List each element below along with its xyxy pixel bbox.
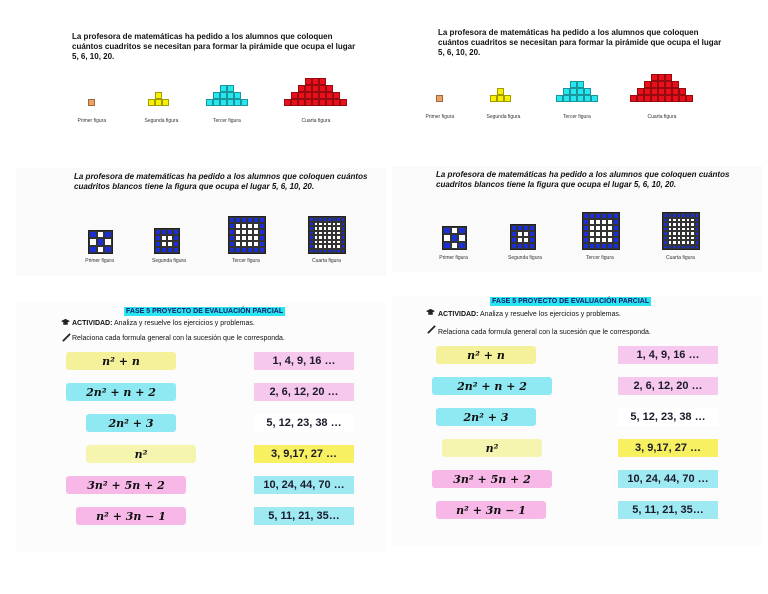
pyramid-question: La profesora de matemáticas ha pedido a los alumnos que coloquen cuántos cuadritos se necesitan para formar la pirámide que ocupa el lugar 5, 6, 10, 20.	[438, 28, 722, 57]
pyramid-cell	[284, 99, 291, 106]
actividad-label: ACTIVIDAD:	[438, 311, 479, 318]
square-figure-4	[662, 212, 700, 250]
pyramid-cell	[686, 95, 693, 102]
square-label-2: Segunda figura	[152, 258, 186, 264]
sequence-2: 2, 6, 12, 20 …	[618, 377, 718, 395]
square-label-2: Segunda figura	[508, 255, 542, 261]
pyramid-cell	[162, 99, 169, 106]
square-cell	[451, 234, 459, 242]
actividad-line	[438, 310, 621, 319]
graduation-cap-icon	[426, 308, 435, 317]
pyramid-cell	[220, 99, 227, 106]
formula-5: 3n² + 5n + 2	[432, 470, 552, 488]
formula-1: n² + n	[66, 352, 176, 370]
pyramid-cell	[637, 88, 644, 95]
pyramid-cell	[563, 95, 570, 102]
pyramid-cell	[155, 92, 162, 99]
square-figure-2	[154, 228, 180, 254]
fase-title: FASE 5 PROYECTO DE EVALUACIÓN PARCIAL	[126, 308, 284, 315]
pyramid-label-4: Cuarta figura	[301, 118, 331, 124]
pyramid-cell	[658, 88, 665, 95]
square-cell	[89, 231, 97, 239]
pyramid-cell	[155, 99, 162, 106]
formula-4: n²	[86, 445, 196, 463]
pyramid-cell	[497, 88, 504, 95]
pyramid-cell	[340, 99, 347, 106]
pyramid-label-1: Primer figura	[425, 114, 455, 120]
square-cell	[451, 227, 459, 235]
formula-1: n² + n	[436, 346, 536, 364]
square-figure-4	[308, 216, 346, 254]
pyramid-cell	[665, 74, 672, 81]
pyramid-cell	[333, 99, 340, 106]
pyramid-cell	[436, 95, 443, 102]
pyramid-cell	[333, 92, 340, 99]
square-cell	[104, 246, 112, 254]
square-cell	[443, 227, 451, 235]
pyramid-cell	[644, 95, 651, 102]
pyramid-cell	[291, 92, 298, 99]
pyramid-cell	[312, 78, 319, 85]
pyramid-cell	[234, 99, 241, 106]
square-cell	[97, 231, 105, 239]
pyramid-figure-1	[88, 99, 95, 106]
pyramid-cell	[227, 99, 234, 106]
actividad-text: Analiza y resuelve los ejercicios y problemas.	[478, 311, 621, 318]
pyramid-label-2: Segunda figura	[144, 118, 179, 124]
pyramid-cell	[312, 92, 319, 99]
pyramid-cell	[319, 92, 326, 99]
pyramid-cell	[584, 88, 591, 95]
sequence-5: 10, 24, 44, 70 …	[618, 470, 718, 488]
pyramid-cell	[206, 99, 213, 106]
pyramid-cell	[227, 92, 234, 99]
square-cell	[458, 242, 466, 250]
formula-4: n²	[442, 439, 542, 457]
square-question: La profesora de matemáticas ha pedido a los alumnos que coloquen cuántos cuadritos blancos tiene la figura que ocupa el lugar 5, 6, 10, 20.	[74, 172, 368, 191]
square-cell	[443, 242, 451, 250]
sequence-1: 1, 4, 9, 16 …	[618, 346, 718, 364]
pyramid-cell	[148, 99, 155, 106]
square-cell	[89, 238, 97, 246]
pyramid-cell	[305, 85, 312, 92]
formula-6: n² + 3n − 1	[76, 507, 186, 525]
pyramid-label-1: Primer figura	[77, 118, 107, 124]
pyramid-cell	[577, 88, 584, 95]
actividad-text: Analiza y resuelve los ejercicios y problemas.	[112, 320, 255, 327]
pyramid-cell	[213, 92, 220, 99]
pyramid-cell	[651, 95, 658, 102]
pyramid-cell	[644, 81, 651, 88]
pyramid-cell	[672, 88, 679, 95]
pyramid-cell	[298, 85, 305, 92]
square-figure-3	[228, 216, 266, 254]
pyramid-cell	[305, 78, 312, 85]
sequence-3: 5, 12, 23, 38 …	[254, 414, 354, 432]
square-cell	[443, 234, 451, 242]
pyramid-cell	[291, 99, 298, 106]
pyramid-figure-3	[206, 85, 248, 106]
pyramid-label-3: Tercer figura	[213, 118, 241, 124]
pyramid-question: La profesora de matemáticas ha pedido a los alumnos que coloquen cuántos cuadritos se necesitan para formar la pirámide que ocupa el lugar 5, 6, 10, 20.	[72, 32, 356, 61]
pyramid-cell	[637, 95, 644, 102]
square-cell	[458, 234, 466, 242]
pyramid-cell	[241, 99, 248, 106]
pyramid-cell	[298, 99, 305, 106]
pyramid-cell	[220, 92, 227, 99]
square-figure-2	[510, 224, 536, 250]
fase-title: FASE 5 PROYECTO DE EVALUACIÓN PARCIAL	[492, 298, 650, 305]
pyramid-cell	[234, 92, 241, 99]
pyramid-figure-2	[148, 92, 169, 106]
pyramid-cell	[504, 95, 511, 102]
pyramid-figure-1	[436, 95, 443, 102]
formula-2: 2n² + n + 2	[432, 377, 552, 395]
pyramid-cell	[672, 95, 679, 102]
square-cell	[451, 242, 459, 250]
pyramid-cell	[88, 99, 95, 106]
pyramid-figure-2	[490, 88, 511, 102]
square-cell	[341, 249, 346, 254]
pyramid-cell	[658, 95, 665, 102]
formula-5: 3n² + 5n + 2	[66, 476, 186, 494]
formula-3: 2n² + 3	[86, 414, 176, 432]
pyramid-cell	[227, 85, 234, 92]
square-cell	[458, 227, 466, 235]
pyramid-cell	[630, 95, 637, 102]
pyramid-cell	[665, 95, 672, 102]
pyramid-cell	[497, 95, 504, 102]
graduation-cap-icon	[61, 318, 70, 327]
pyramid-cell	[679, 95, 686, 102]
formula-3: 2n² + 3	[436, 408, 536, 426]
pencil-icon	[62, 333, 71, 342]
pyramid-label-3: Tercer figura	[563, 114, 591, 120]
pyramid-cell	[305, 99, 312, 106]
sequence-6: 5, 11, 21, 35…	[254, 507, 354, 525]
pyramid-cell	[665, 88, 672, 95]
pyramid-cell	[651, 74, 658, 81]
square-cell	[259, 247, 265, 253]
pyramid-cell	[326, 85, 333, 92]
pyramid-figure-3	[556, 81, 598, 102]
pyramid-cell	[490, 95, 497, 102]
square-cell	[97, 238, 105, 246]
actividad-line	[72, 319, 255, 328]
pyramid-cell	[658, 81, 665, 88]
square-question: La profesora de matemáticas ha pedido a los alumnos que coloquen cuántos cuadritos blancos tiene la figura que ocupa el lugar 5, 6, 10, 20.	[436, 170, 730, 189]
formula-2: 2n² + n + 2	[66, 383, 176, 401]
pyramid-cell	[326, 99, 333, 106]
sequence-3: 5, 12, 23, 38 …	[618, 408, 718, 426]
sequence-4: 3, 9,17, 27 …	[254, 445, 354, 463]
pyramid-label-2: Segunda figura	[486, 114, 521, 120]
pyramid-cell	[556, 95, 563, 102]
pyramid-figure-4	[284, 78, 347, 106]
pyramid-cell	[305, 92, 312, 99]
square-cell	[89, 246, 97, 254]
pyramid-cell	[220, 85, 227, 92]
square-label-3: Tercer figura	[586, 255, 614, 261]
actividad-label: ACTIVIDAD:	[72, 320, 113, 327]
pyramid-cell	[326, 92, 333, 99]
pencil-icon	[427, 325, 436, 334]
pyramid-cell	[658, 74, 665, 81]
square-cell	[173, 247, 179, 253]
relaciona-text: Relaciona cada formula general con la sucesión que le corresponda.	[72, 335, 285, 342]
pyramid-cell	[577, 81, 584, 88]
pyramid-cell	[651, 88, 658, 95]
sequence-6: 5, 11, 21, 35…	[618, 501, 718, 519]
pyramid-cell	[213, 99, 220, 106]
square-cell	[104, 231, 112, 239]
square-figure-1	[88, 230, 113, 255]
pyramid-cell	[570, 95, 577, 102]
sequence-1: 1, 4, 9, 16 …	[254, 352, 354, 370]
square-cell	[104, 238, 112, 246]
pyramid-cell	[319, 99, 326, 106]
square-figure-3	[582, 212, 620, 250]
pyramid-cell	[298, 92, 305, 99]
pyramid-cell	[584, 95, 591, 102]
worksheet-left	[16, 0, 386, 594]
pyramid-cell	[319, 78, 326, 85]
square-label-4: Cuarta figura	[666, 255, 695, 261]
square-cell	[529, 243, 535, 249]
pyramid-cell	[319, 85, 326, 92]
square-figure-1	[442, 226, 467, 251]
square-cell	[695, 245, 700, 250]
square-label-4: Cuarta figura	[312, 258, 341, 264]
pyramid-figure-4	[630, 74, 693, 102]
pyramid-cell	[312, 99, 319, 106]
square-cell	[97, 246, 105, 254]
pyramid-label-4: Cuarta figura	[647, 114, 677, 120]
pyramid-cell	[665, 81, 672, 88]
pyramid-cell	[312, 85, 319, 92]
pyramid-cell	[570, 88, 577, 95]
sequence-5: 10, 24, 44, 70 …	[254, 476, 354, 494]
pyramid-cell	[570, 81, 577, 88]
pyramid-cell	[644, 88, 651, 95]
square-label-1: Primer figura	[85, 258, 114, 264]
pyramid-cell	[651, 81, 658, 88]
pyramid-cell	[591, 95, 598, 102]
pyramid-cell	[679, 88, 686, 95]
pyramid-cell	[563, 88, 570, 95]
square-label-3: Tercer figura	[232, 258, 260, 264]
pyramid-cell	[577, 95, 584, 102]
relaciona-text: Relaciona cada formula general con la sucesión que le corresponda.	[438, 329, 651, 336]
sequence-2: 2, 6, 12, 20 …	[254, 383, 354, 401]
square-label-1: Primer figura	[439, 255, 468, 261]
worksheet-right	[392, 0, 762, 594]
formula-6: n² + 3n − 1	[436, 501, 546, 519]
sequence-4: 3, 9,17, 27 …	[618, 439, 718, 457]
pyramid-cell	[672, 81, 679, 88]
square-cell	[613, 243, 619, 249]
